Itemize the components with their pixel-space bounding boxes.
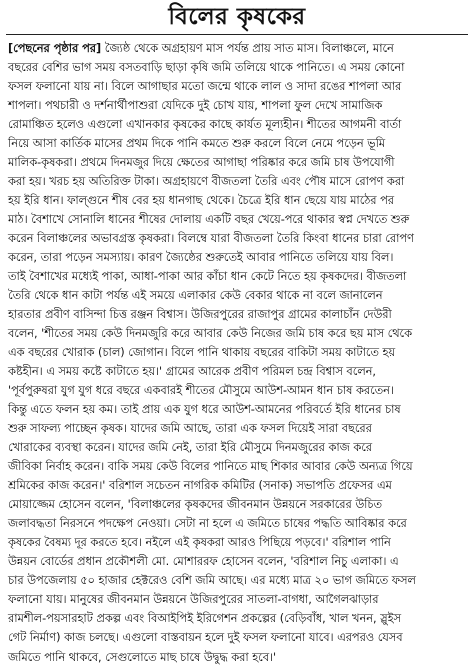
article-line: ফলানো যায়। মানুষের জীবনমান উন্নয়নে উজিরপুরের সাতলা-বাগধা, আগৈলঝাড়ার	[8, 593, 379, 607]
article-line: উন্নয়ন বোর্ডের প্রধান প্রকৌশলী মো. মোশাররফ হোসেন বলেন, 'বরিশাল নিচু এলাকা। এ	[8, 555, 399, 569]
article-line: কিন্তু এতে ফলন হয় কম। তাই প্রায় এক যুগ ধরে আউশ-আমনের পরিবর্তে ইরি ধানের চাষ	[8, 403, 401, 417]
article-line: 'পূর্বপুরুষরা যুগ যুগ ধরে বছরে একবারই শীতের মৌসুমে আউশ-আমন ধান চাষ করতেন।	[8, 384, 394, 398]
article-line	[8, 39, 468, 58]
article-line-text: জ্যৈষ্ঠ থেকে অগ্রহায়ণ মাস পর্যন্ত প্রায় সাত মাস। বিলাঞ্চলে, মানে	[101, 42, 394, 55]
article-line: ফসল ফলানো যায় না। বিলে আগাছার মতো জন্মে থাকে লাল ও সাদা রঙের শাপলা আর	[8, 80, 402, 94]
article-line: হারতার প্রবীণ বাসিন্দা চিত্ত রঞ্জন বিশ্বাস। উজিরপুরের রাজাপুর গ্রামের কালাচাঁন দেউরী	[8, 308, 392, 322]
article-line: হয় ইরি ধান। ফাল্গুনে শীষ বের হয় ধানগাছ থেকে। চৈত্রে ইরি ধান ছেয়ে যায় মাঠের পর	[8, 194, 394, 208]
article-line: বলেন, 'শীতের সময় কেউ দিনমজুরি করে আবার কেউ নিজের জমি চাষ করে ছয় মাস থেকে	[8, 327, 412, 341]
article-line: জীবিকা নির্বাহ করেন। বাকি সময় কেউ বিলের পানিতে মাছ শিকার আবার কেউ অন্যত্র গিয়ে	[8, 460, 413, 474]
article-line: করা হয়। খরচ হয় অতিরিক্ত টাকা। অগ্রহায়ণে বীজতলা তৈরি এবং পৌষ মাসে রোপণ করা	[8, 175, 405, 189]
article-line: করেন, তারা পড়েন সমস্যায়। কারণ জ্যৈষ্ঠের শুরুতেই আবার পানিতে তলিয়ে যায় বিল।	[8, 251, 394, 265]
headline-divider	[6, 34, 468, 35]
article-line: করেন বিলাঞ্চলের অভাবগ্রস্ত কৃষকরা। বিলম্বে যারা বীজতলা তৈরি কিংবা ধানের চারা রোপণ	[8, 232, 414, 246]
article-line: খোরাকের ব্যবস্থা করেন। যাদের জমি নেই, তারা ইরি মৌসুমে দিনমজুরের কাজ করে	[8, 441, 372, 455]
article-line: কৃষকের বৈষম্য দূর করতে হবে। নইলে এই কৃষকরা আরও পিছিয়ে পড়বে।' বরিশাল পানি	[8, 536, 391, 550]
article-line: মাঠ। বৈশাখে সোনালি ধানের শীষের দোলায় একটি বছর খেয়ে-পরে থাকার স্বপ্ন দেখতে শুরু	[8, 213, 410, 227]
article-line: রোমাঞ্চিত হলেও এগুলো এখানকার কৃষকের কাছে কার্যত মূল্যহীন। শীতের আগমনী বার্তা	[8, 118, 402, 132]
article-line: মালিক-কৃষকরা। প্রথমে দিনমজুর দিয়ে ক্ষেতের আগাছা পরিষ্কার করে জমি চাষ উপযোগী	[8, 156, 395, 170]
article-line: রামশীল-পয়সারহাট প্রকল্প এবং বিআইপিই ইরিগেশন প্রকল্পের (বেড়িবাঁধ, খাল খনন, স্লুইস	[8, 612, 401, 626]
article-line: কষ্টহীন। এ সময় কষ্টে কাটাতে হয়।' গ্রামের আরেক প্রবীণ পরিমল চন্দ্র বিশ্বাস বলেন,	[8, 365, 376, 379]
article-line: জলাবদ্ধতা নিরসনে পদক্ষেপ নেওয়া। সেটা না হলে এ জমিতে চাষের পদ্ধতি আবিষ্কার করে	[8, 517, 407, 531]
article-line: শ্রমিকের কাজ করেন।' বরিশাল সচেতন নাগরিক কমিটির (সনাক) সভাপতি প্রফেসর এম	[8, 479, 392, 493]
article-line: শাপলা। পথচারী ও দর্শনার্থীপাশুরা যেদিকে দুই চোখ যায়, শাপলা ফুল দেখে সামাজিক	[8, 99, 383, 113]
article-line: মোয়াজ্জেম হোসেন বলেন, 'বিলাঞ্চলের কৃষকদের জীবনমান উন্নয়নে সরকারের উচিত	[8, 498, 382, 512]
continued-from-label: [পেছনের পৃষ্ঠার পর]	[8, 42, 102, 55]
article-line: তাই বৈশাখের মধ্যেই পাকা, আধা-পাকা আর কাঁচা ধান কেটে নিতে হয় কৃষকদের। বীজতলা	[8, 270, 407, 284]
article-line: নিয়ে আসা কার্তিক মাসের প্রথম দিকে পানি কমতে শুরু করলে বিলে নেমে পড়েন ভূমি	[8, 137, 386, 151]
article-line: এক বছরের খোরাক (চাল) জোগান। বিলে পানি থাকায় বছরের বাকিটা সময় কাটাতে হয়	[8, 346, 396, 360]
headline: বিলের কৃষকের	[168, 3, 306, 30]
article-line: জমিতে পানি থাকবে, সেগুলোতে মাছ চাষে উদ্বুদ্ধ করা হবে।'	[8, 650, 277, 664]
article-line: তৈরি থেকে ধান কাটা পর্যন্ত এই সময়ে এলাকার কেউ বেকার থাকে না বলে জানালেন	[8, 289, 383, 303]
article-line: বছরের বেশির ভাগ সময় বসতবাড়ি ছাড়া কৃষি জমি তলিয়ে থাকে পানিতে। এ সময় কোনো	[8, 61, 405, 75]
article-line: গেট নির্মাণ) কাজ চলছে। এগুলো বাস্তবায়ন হলে দুই ফসল ফলানো যাবে। এরপরও যেসব	[8, 631, 403, 645]
article-body	[8, 39, 468, 664]
article-line: শুরু সাফল্য পাচ্ছেন কৃষক। যাদের জমি আছে, তারা এক ফসল দিয়েই সারা বছরের	[8, 422, 372, 436]
article-line: চার উপজেলায় ৫০ হাজার হেক্টরেও বেশি জমি আছে। এর মধ্যে মাত্র ২০ ভাগ জমিতে ফসল	[8, 574, 416, 588]
